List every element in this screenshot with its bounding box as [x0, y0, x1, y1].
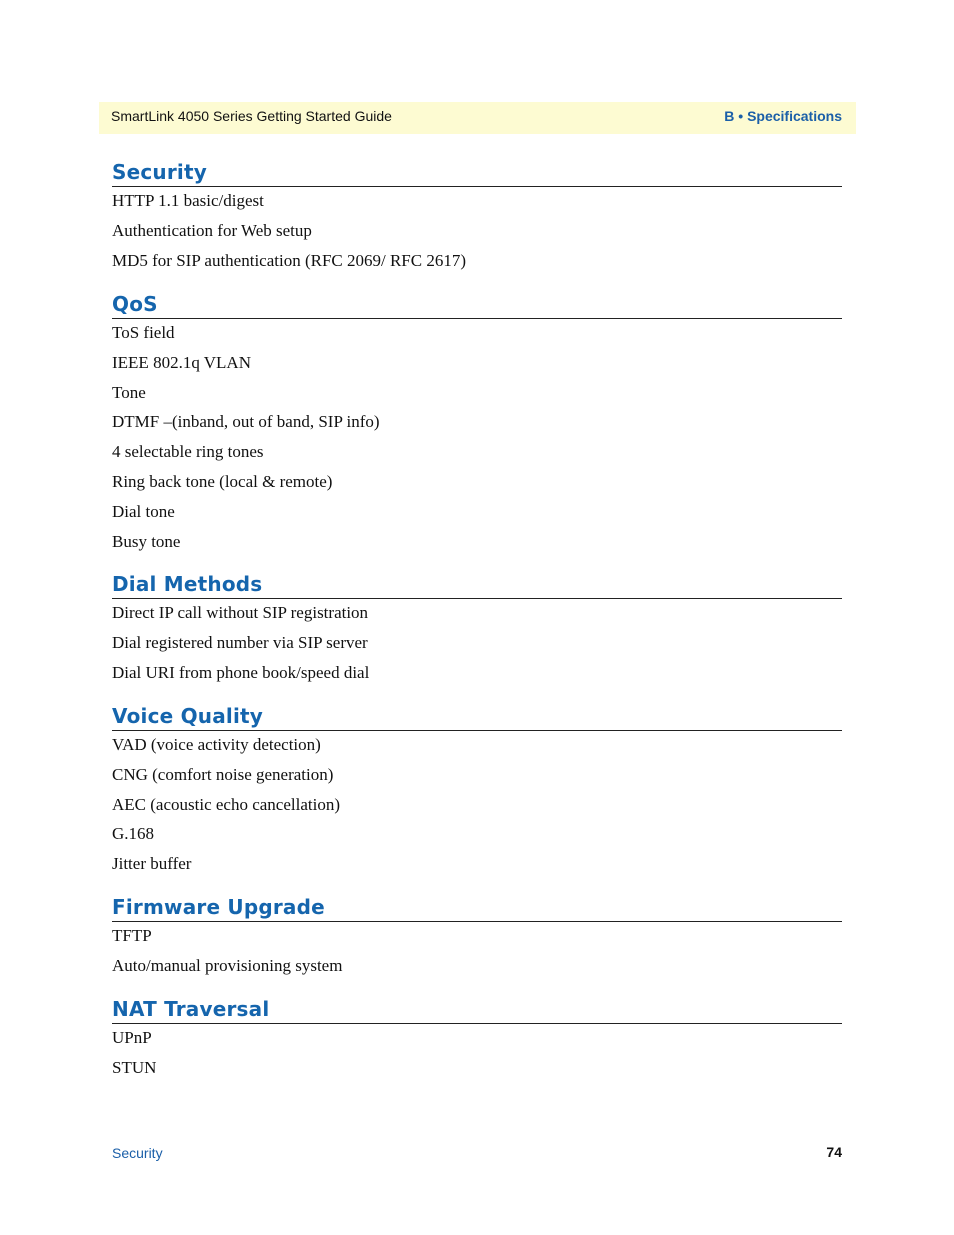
- section-title: Firmware Upgrade: [112, 895, 842, 922]
- guide-title: SmartLink 4050 Series Getting Started Guide: [111, 108, 392, 124]
- running-header: [99, 102, 856, 134]
- list-item: Dial tone: [112, 501, 175, 521]
- list-item: IEEE 802.1q VLAN: [112, 352, 251, 372]
- list-item: ToS field: [112, 323, 175, 342]
- list-item: Dial URI from phone book/speed dial: [112, 662, 370, 682]
- list-item: VAD (voice activity detection): [112, 735, 321, 754]
- section-security: [112, 160, 842, 275]
- section-title: Voice Quality: [112, 704, 842, 731]
- section-title: Dial Methods: [112, 572, 842, 599]
- section-nat-traversal: [112, 997, 842, 1083]
- section-title: QoS: [112, 292, 842, 319]
- list-item: DTMF –(inband, out of band, SIP info): [112, 412, 380, 432]
- list-item: Jitter buffer: [112, 854, 192, 874]
- list-item: Auto/manual provisioning system: [112, 955, 343, 975]
- section-title: NAT Traversal: [112, 997, 842, 1024]
- footer-section-name: Security: [112, 1145, 163, 1161]
- list-item: TFTP: [112, 926, 152, 945]
- list-item: Dial registered number via SIP server: [112, 632, 368, 652]
- page-number: 74: [826, 1144, 842, 1160]
- chapter-label: B • Specifications: [724, 108, 842, 124]
- list-item: MD5 for SIP authentication (RFC 2069/ RFC 2617): [112, 250, 467, 270]
- list-item: HTTP 1.1 basic/digest: [112, 191, 264, 210]
- section-title: Security: [112, 160, 842, 187]
- list-item: STUN: [112, 1057, 157, 1077]
- list-item: Direct IP call without SIP registration: [112, 603, 369, 622]
- list-item: Busy tone: [112, 531, 181, 551]
- section-qos: [112, 292, 842, 556]
- list-item: G.168: [112, 824, 155, 844]
- section-firmware-upgrade: [112, 895, 842, 981]
- section-dial-methods: [112, 572, 842, 687]
- list-item: AEC (acoustic echo cancellation): [112, 794, 340, 814]
- list-item: 4 selectable ring tones: [112, 442, 264, 462]
- list-item: Ring back tone (local & remote): [112, 471, 333, 491]
- section-voice-quality: [112, 704, 842, 879]
- list-item: Tone: [112, 382, 146, 402]
- list-item: CNG (comfort noise generation): [112, 764, 334, 784]
- list-item: UPnP: [112, 1028, 152, 1047]
- list-item: Authentication for Web setup: [112, 220, 312, 240]
